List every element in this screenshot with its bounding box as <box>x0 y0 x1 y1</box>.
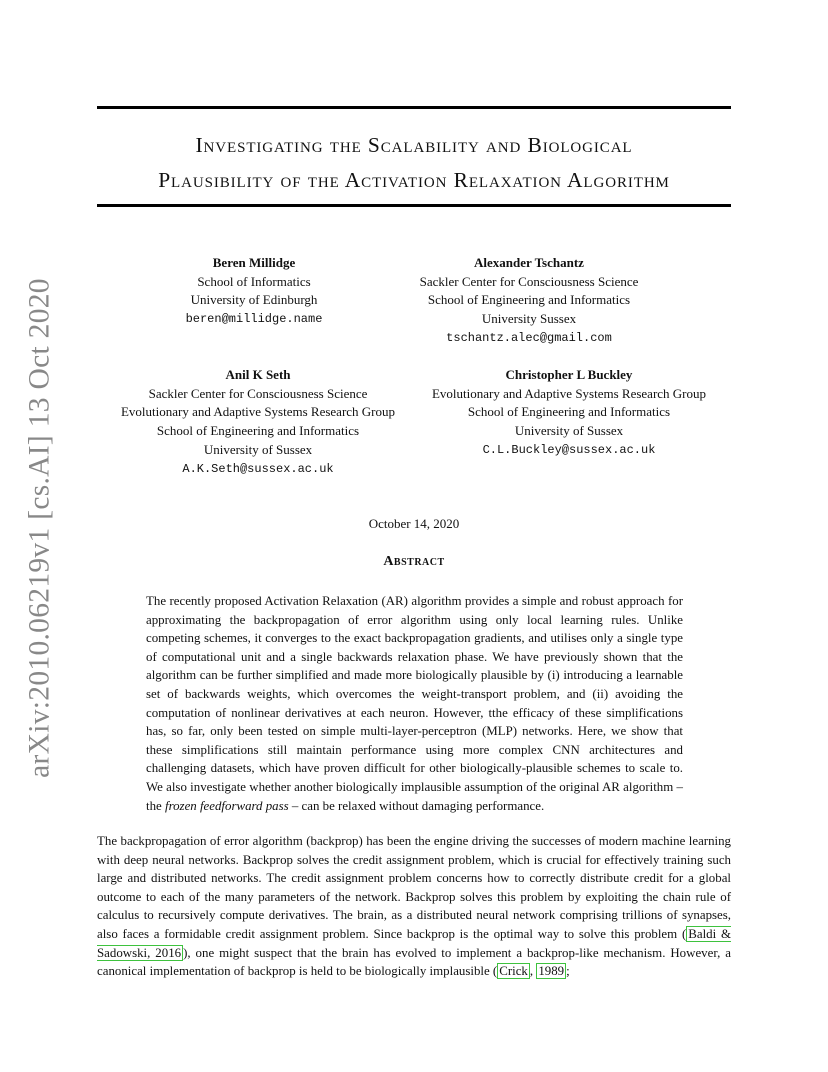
author-block-buckley <box>419 366 719 460</box>
citation-link-1989[interactable]: 1989 <box>538 964 565 979</box>
author-affiliation: School of Engineering and Informatics <box>156 423 360 439</box>
author-affiliation: Sackler Center for Consciousness Science <box>148 385 368 401</box>
author-affiliation: Evolutionary and Adaptive Systems Research Group <box>120 404 396 420</box>
author-name: Christopher L Buckley <box>505 367 633 382</box>
author-name: Anil K Seth <box>225 367 291 382</box>
title-line-1: Investigating the Scalability and Biological <box>195 133 633 157</box>
abstract-text: The recently proposed Activation Relaxation (AR) algorithm provides a simple and robust approach for approximating the backpropagation of error algorithm using only local learning rules. Unlike competing schemes, it converges to the exact backpropagation gradients, and utilises only a single type of computational unit and a single backwards relaxation phase. We have previously shown that the algorithm can be further simplified and made more biologically plausible by (i) introducing a learnable set of backwards weights, which overcomes the weight-transport problem, and (ii) avoiding the computation of nonlinear derivatives at each neuron. However, tthe efficacy of these simplifications has, so far, only been tested on simple multi-layer-perceptron (MLP) networks. Here, we show that these simplifications still maintain performance using more complex CNN architectures and challenging datasets, which have proven difficult for other biologically-plausible schemes to scale to. We also investigate whether another biologically implausible assumption of the original AR algorithm – the <box>146 594 683 813</box>
author-block-millidge <box>154 254 354 329</box>
abstract-body <box>146 592 683 815</box>
author-email[interactable]: C.L.Buckley@sussex.ac.uk <box>482 442 656 457</box>
citation-link-crick[interactable]: Crick <box>499 964 528 979</box>
abstract-text-end: – can be relaxed without damaging performance. <box>288 798 545 813</box>
author-affiliation: School of Informatics <box>197 273 311 289</box>
author-affiliation: Evolutionary and Adaptive Systems Research Group <box>431 385 707 401</box>
citation-separator: , <box>529 964 537 979</box>
top-rule <box>97 106 731 109</box>
bottom-rule <box>97 204 731 207</box>
author-email[interactable]: beren@millidge.name <box>185 312 323 327</box>
author-name: Beren Millidge <box>212 255 296 270</box>
intro-paragraph <box>97 832 731 981</box>
author-name: Alexander Tschantz <box>474 255 584 270</box>
author-affiliation: School of Engineering and Informatics <box>427 292 631 308</box>
author-affiliation: University of Sussex <box>203 441 313 457</box>
intro-text-end: ; <box>566 964 570 979</box>
publication-date: October 14, 2020 <box>368 516 460 531</box>
paper-title <box>60 128 768 198</box>
abstract-italic-term: frozen feedforward pass <box>164 798 289 813</box>
author-block-tschantz <box>389 254 669 348</box>
author-email[interactable]: A.K.Seth@sussex.ac.uk <box>182 461 334 476</box>
author-affiliation: University Sussex <box>481 311 577 327</box>
author-affiliation: Sackler Center for Consciousness Science <box>419 273 639 289</box>
author-email[interactable]: tschantz.alec@gmail.com <box>446 330 612 345</box>
author-affiliation: University of Edinburgh <box>190 292 318 308</box>
title-line-2: Plausibility of the Activation Relaxation Algorithm <box>158 168 670 192</box>
arxiv-stamp-text: arXiv:2010.06219v1 [cs.AI] 13 Oct 2020 <box>23 278 56 778</box>
author-affiliation: University of Sussex <box>514 423 624 439</box>
author-block-seth <box>108 366 408 478</box>
intro-text: ), one might suspect that the brain has evolved to implement a backprop-like mechanism. However, a canonical implementation of backprop is held to be biologically implausible ( <box>97 945 731 979</box>
intro-text: The backpropagation of error algorithm (backprop) has been the engine driving the successes of modern machine learning with deep neural networks. Backprop solves the credit assignment problem, which is crucial for effectively training such large and distributed networks. The credit assignment problem concerns how to correctly distribute credit for a global outcome to each of the many parameters of the network. Backprop solves this problem by exploiting the chain rule of calculus to recursively compute derivatives. The brain, as a distributed neural network comprising trillions of synapses, also faces a formidable credit assignment problem. Since backprop is the optimal way to solve this problem ( <box>97 834 731 941</box>
author-affiliation: School of Engineering and Informatics <box>467 404 671 420</box>
citation-link-baldi[interactable]: Baldi & Sadowski, 2016 <box>97 926 731 960</box>
abstract-heading: Abstract <box>383 554 445 569</box>
